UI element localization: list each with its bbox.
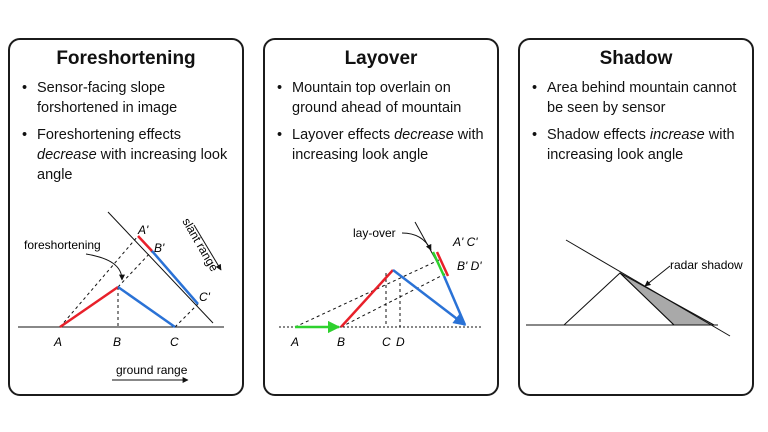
back-slope-image-segment	[152, 251, 198, 304]
point-b-d-prime-label: B' D'	[457, 259, 482, 273]
projection-line	[175, 304, 198, 327]
panel-title: Layover	[344, 48, 418, 69]
back-slope	[118, 287, 175, 327]
bullet-text: Mountain top overlain on ground ahead of mountain	[292, 80, 462, 116]
point-b-label: B	[113, 335, 122, 349]
bullet-text: Area behind mountain cannot be seen by sensor	[547, 80, 737, 116]
callout-arrow	[402, 233, 431, 250]
shadow-panel	[518, 38, 754, 396]
bullet-emphasis: increase	[649, 127, 705, 143]
bullet-text: Shadow effects	[547, 127, 650, 143]
layover-panel	[263, 38, 499, 396]
foreshortened-segment	[138, 236, 152, 251]
bullet-emphasis: decrease	[394, 127, 454, 143]
radar-shadow-label: radar shadow	[670, 258, 743, 272]
foreshortening-diagram	[10, 40, 246, 398]
layover-diagram	[265, 40, 501, 398]
bullet-text: Foreshortening effects	[37, 127, 182, 143]
panel-title: Shadow	[599, 48, 673, 69]
foreshortening-panel	[8, 38, 244, 396]
look-ray	[566, 240, 730, 336]
point-b-prime-label: B'	[154, 241, 165, 255]
bullet-text: with increasing look angle	[292, 127, 484, 163]
bullet-text: with increasing look angle	[547, 127, 735, 163]
bullet-text: Layover effects	[292, 127, 395, 143]
bullet-emphasis: decrease	[37, 147, 97, 163]
point-c-prime-label: C'	[199, 290, 210, 304]
projection-line	[295, 260, 439, 327]
slant-range-label: slant range	[179, 215, 222, 274]
point-b-label: B	[337, 335, 346, 349]
point-d-label: D	[396, 335, 405, 349]
shadow-diagram	[520, 40, 756, 398]
panel-title: Foreshortening	[56, 48, 196, 69]
ground-range-label: ground range	[116, 363, 188, 377]
point-a-c-prime-label: A' C'	[453, 235, 478, 249]
bullet-text: with increasing look angle	[37, 147, 228, 183]
callout-arrow	[645, 266, 670, 286]
projection-line	[341, 274, 445, 327]
point-a-label: A	[54, 335, 63, 349]
point-c-label: C	[170, 335, 179, 349]
point-a-label: A	[291, 335, 300, 349]
layover-label: lay-over	[353, 226, 396, 240]
front-slope	[341, 270, 393, 327]
foreshortening-label: foreshortening	[24, 238, 101, 252]
projection-line	[118, 251, 152, 287]
point-c-label: C	[382, 335, 391, 349]
bullet-text: Sensor-facing slope forshortened in image	[37, 80, 178, 116]
point-a-prime-label: A'	[138, 223, 149, 237]
